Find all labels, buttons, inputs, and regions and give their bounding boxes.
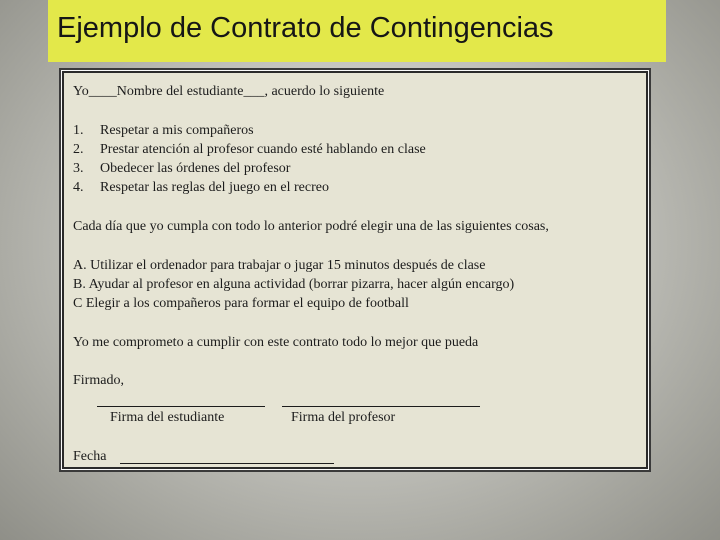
student-signature-label: Firma del estudiante: [110, 410, 225, 425]
page-title: Ejemplo de Contrato de Contingencias: [57, 12, 554, 44]
rule-number: 3.: [73, 161, 84, 176]
signed-label: Firmado,: [73, 373, 124, 388]
contract-document: [62, 71, 648, 469]
date-line: [120, 463, 334, 464]
choice-intro: Cada día que yo cumpla con todo lo anterior podré elegir una de las siguientes cosas,: [73, 219, 549, 234]
contract-intro: Yo____Nombre del estudiante___, acuerdo lo siguiente: [73, 84, 385, 99]
rule-text: Prestar atención al profesor cuando esté hablando en clase: [100, 142, 426, 157]
list-item: B. Ayudar al profesor en alguna actividad (borrar pizarra, hacer algún encargo): [73, 277, 515, 292]
rule-number: 2.: [73, 142, 84, 157]
rule-text: Respetar las reglas del juego en el recreo: [100, 180, 329, 195]
rule-number: 1.: [73, 123, 84, 138]
rule-text: Obedecer las órdenes del profesor: [100, 161, 291, 176]
title-banner: [48, 0, 666, 62]
rule-text: Respetar a mis compañeros: [100, 123, 254, 138]
commitment-text: Yo me comprometo a cumplir con este contrato todo lo mejor que pueda: [73, 335, 479, 350]
date-label: Fecha: [73, 449, 107, 464]
student-signature-line: [97, 406, 265, 407]
list-item: C Elegir a los compañeros para formar el equipo de football: [73, 296, 409, 311]
rule-number: 4.: [73, 180, 84, 195]
teacher-signature-line: [282, 406, 480, 407]
teacher-signature-label: Firma del profesor: [291, 410, 396, 425]
list-item: A. Utilizar el ordenador para trabajar o jugar 15 minutos después de clase: [73, 258, 486, 273]
